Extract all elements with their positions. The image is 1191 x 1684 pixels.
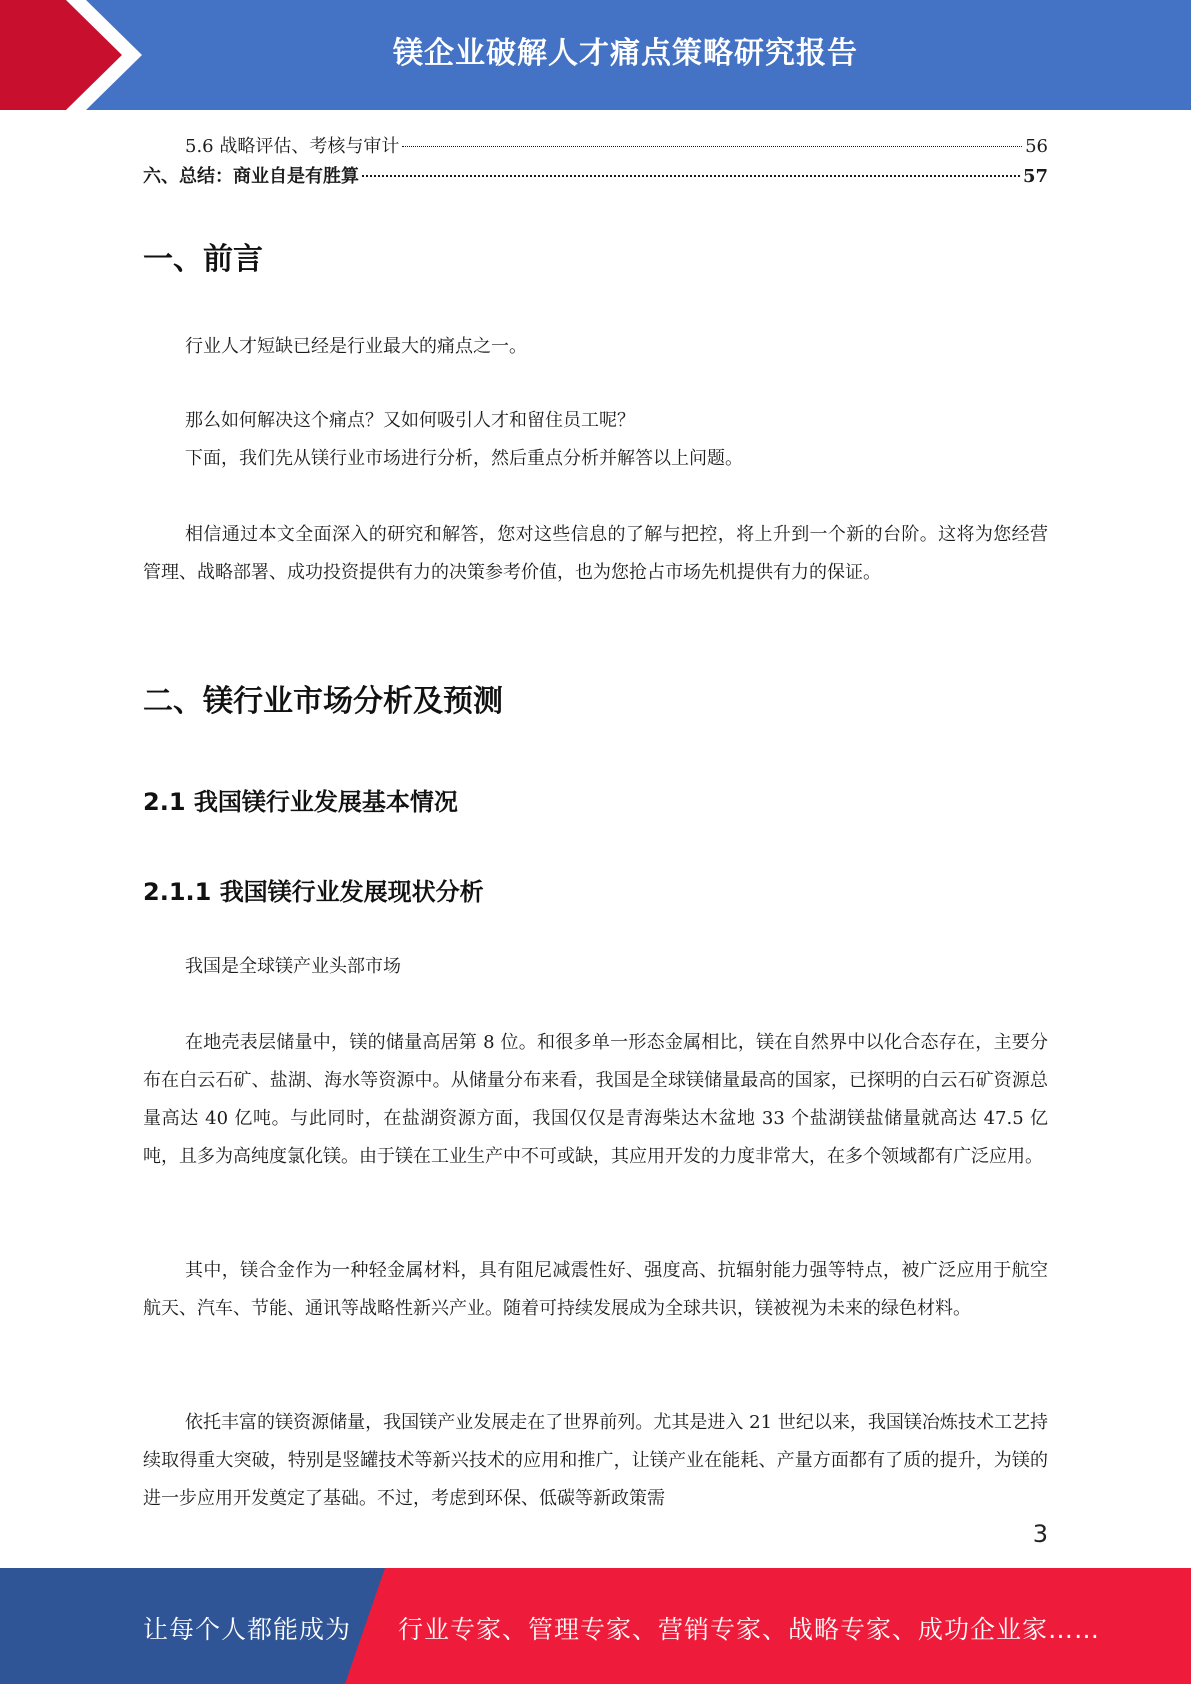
toc-entry-label: 5.6 战略评估、考核与审计 bbox=[185, 136, 400, 157]
paragraph: 在地壳表层储量中，镁的储量高居第 8 位。和很多单一形态金属相比，镁在自然界中以化合态存在，主要分布在白云石矿、盐湖、海水等资源中。从储量分布来看，我国是全球镁储量最高的国家，已探明的白云石矿资源总量高达 40 亿吨。与此同时，在盐湖资源方面，我国仅仅是青海柴达木盆地 33 个盐湖镁盐储量就高达 47.5 亿吨，且多为高纯度氯化镁。由于镁在工业生产中不可或缺，其应用开发的力度非常大，在多个领域都有广泛应用。 bbox=[143, 1032, 1048, 1167]
toc-entry-5-6[interactable] bbox=[185, 132, 1048, 158]
paragraph: 下面，我们先从镁行业市场进行分析，然后重点分析并解答以上问题。 bbox=[185, 448, 743, 469]
paragraph: 相信通过本文全面深入的研究和解答，您对这些信息的了解与把控，将上升到一个新的台阶。这将为您经营管理、战略部署、成功投资提供有力的决策参考价值，也为您抢占市场先机提供有力的保证。 bbox=[143, 524, 1048, 583]
toc-entry-page: 57 bbox=[1022, 166, 1048, 187]
footer-slogan-left: 让每个人都能成为 bbox=[143, 1615, 352, 1644]
toc-entry-6[interactable] bbox=[143, 162, 1048, 188]
page-number: 3 bbox=[1032, 1520, 1048, 1548]
document-title: 镁企业破解人才痛点策略研究报告 bbox=[393, 36, 858, 71]
toc-leader-dots bbox=[362, 175, 1020, 177]
toc-leader-dots bbox=[402, 146, 1022, 147]
paragraph: 依托丰富的镁资源储量，我国镁产业发展走在了世界前列。尤其是进入 21 世纪以来，我国镁冶炼技术工艺持续取得重大突破，特别是竖罐技术等新兴技术的应用和推广，让镁产业在能耗、产量方面都有了质的提升，为镁的进一步应用开发奠定了基础。不过，考虑到环保、低碳等新政策需 bbox=[143, 1412, 1048, 1509]
footer-slogan-right: 行业专家、管理专家、营销专家、战略专家、成功企业家…… bbox=[398, 1615, 1101, 1644]
section-heading-market: 二、镁行业市场分析及预测 bbox=[143, 684, 503, 719]
toc-entry-label: 六、总结：商业自是有胜算 bbox=[143, 166, 359, 187]
footer-banner bbox=[0, 1568, 1191, 1684]
header-banner bbox=[0, 0, 1191, 110]
paragraph: 行业人才短缺已经是行业最大的痛点之一。 bbox=[185, 336, 527, 357]
paragraph: 我国是全球镁产业头部市场 bbox=[185, 956, 401, 977]
subsection-heading-2-1-1: 2.1.1 我国镁行业发展现状分析 bbox=[143, 878, 484, 906]
section-heading-intro: 一、前言 bbox=[143, 242, 263, 277]
subsection-heading-2-1: 2.1 我国镁行业发展基本情况 bbox=[143, 788, 458, 816]
paragraph: 那么如何解决这个痛点？又如何吸引人才和留住员工呢？ bbox=[185, 410, 635, 431]
toc-entry-page: 56 bbox=[1025, 136, 1048, 157]
header-arrow-decoration bbox=[0, 0, 150, 110]
paragraph: 其中，镁合金作为一种轻金属材料，具有阻尼减震性好、强度高、抗辐射能力强等特点，被广泛应用于航空航天、汽车、节能、通讯等战略性新兴产业。随着可持续发展成为全球共识，镁被视为未来的绿色材料。 bbox=[143, 1260, 1048, 1319]
